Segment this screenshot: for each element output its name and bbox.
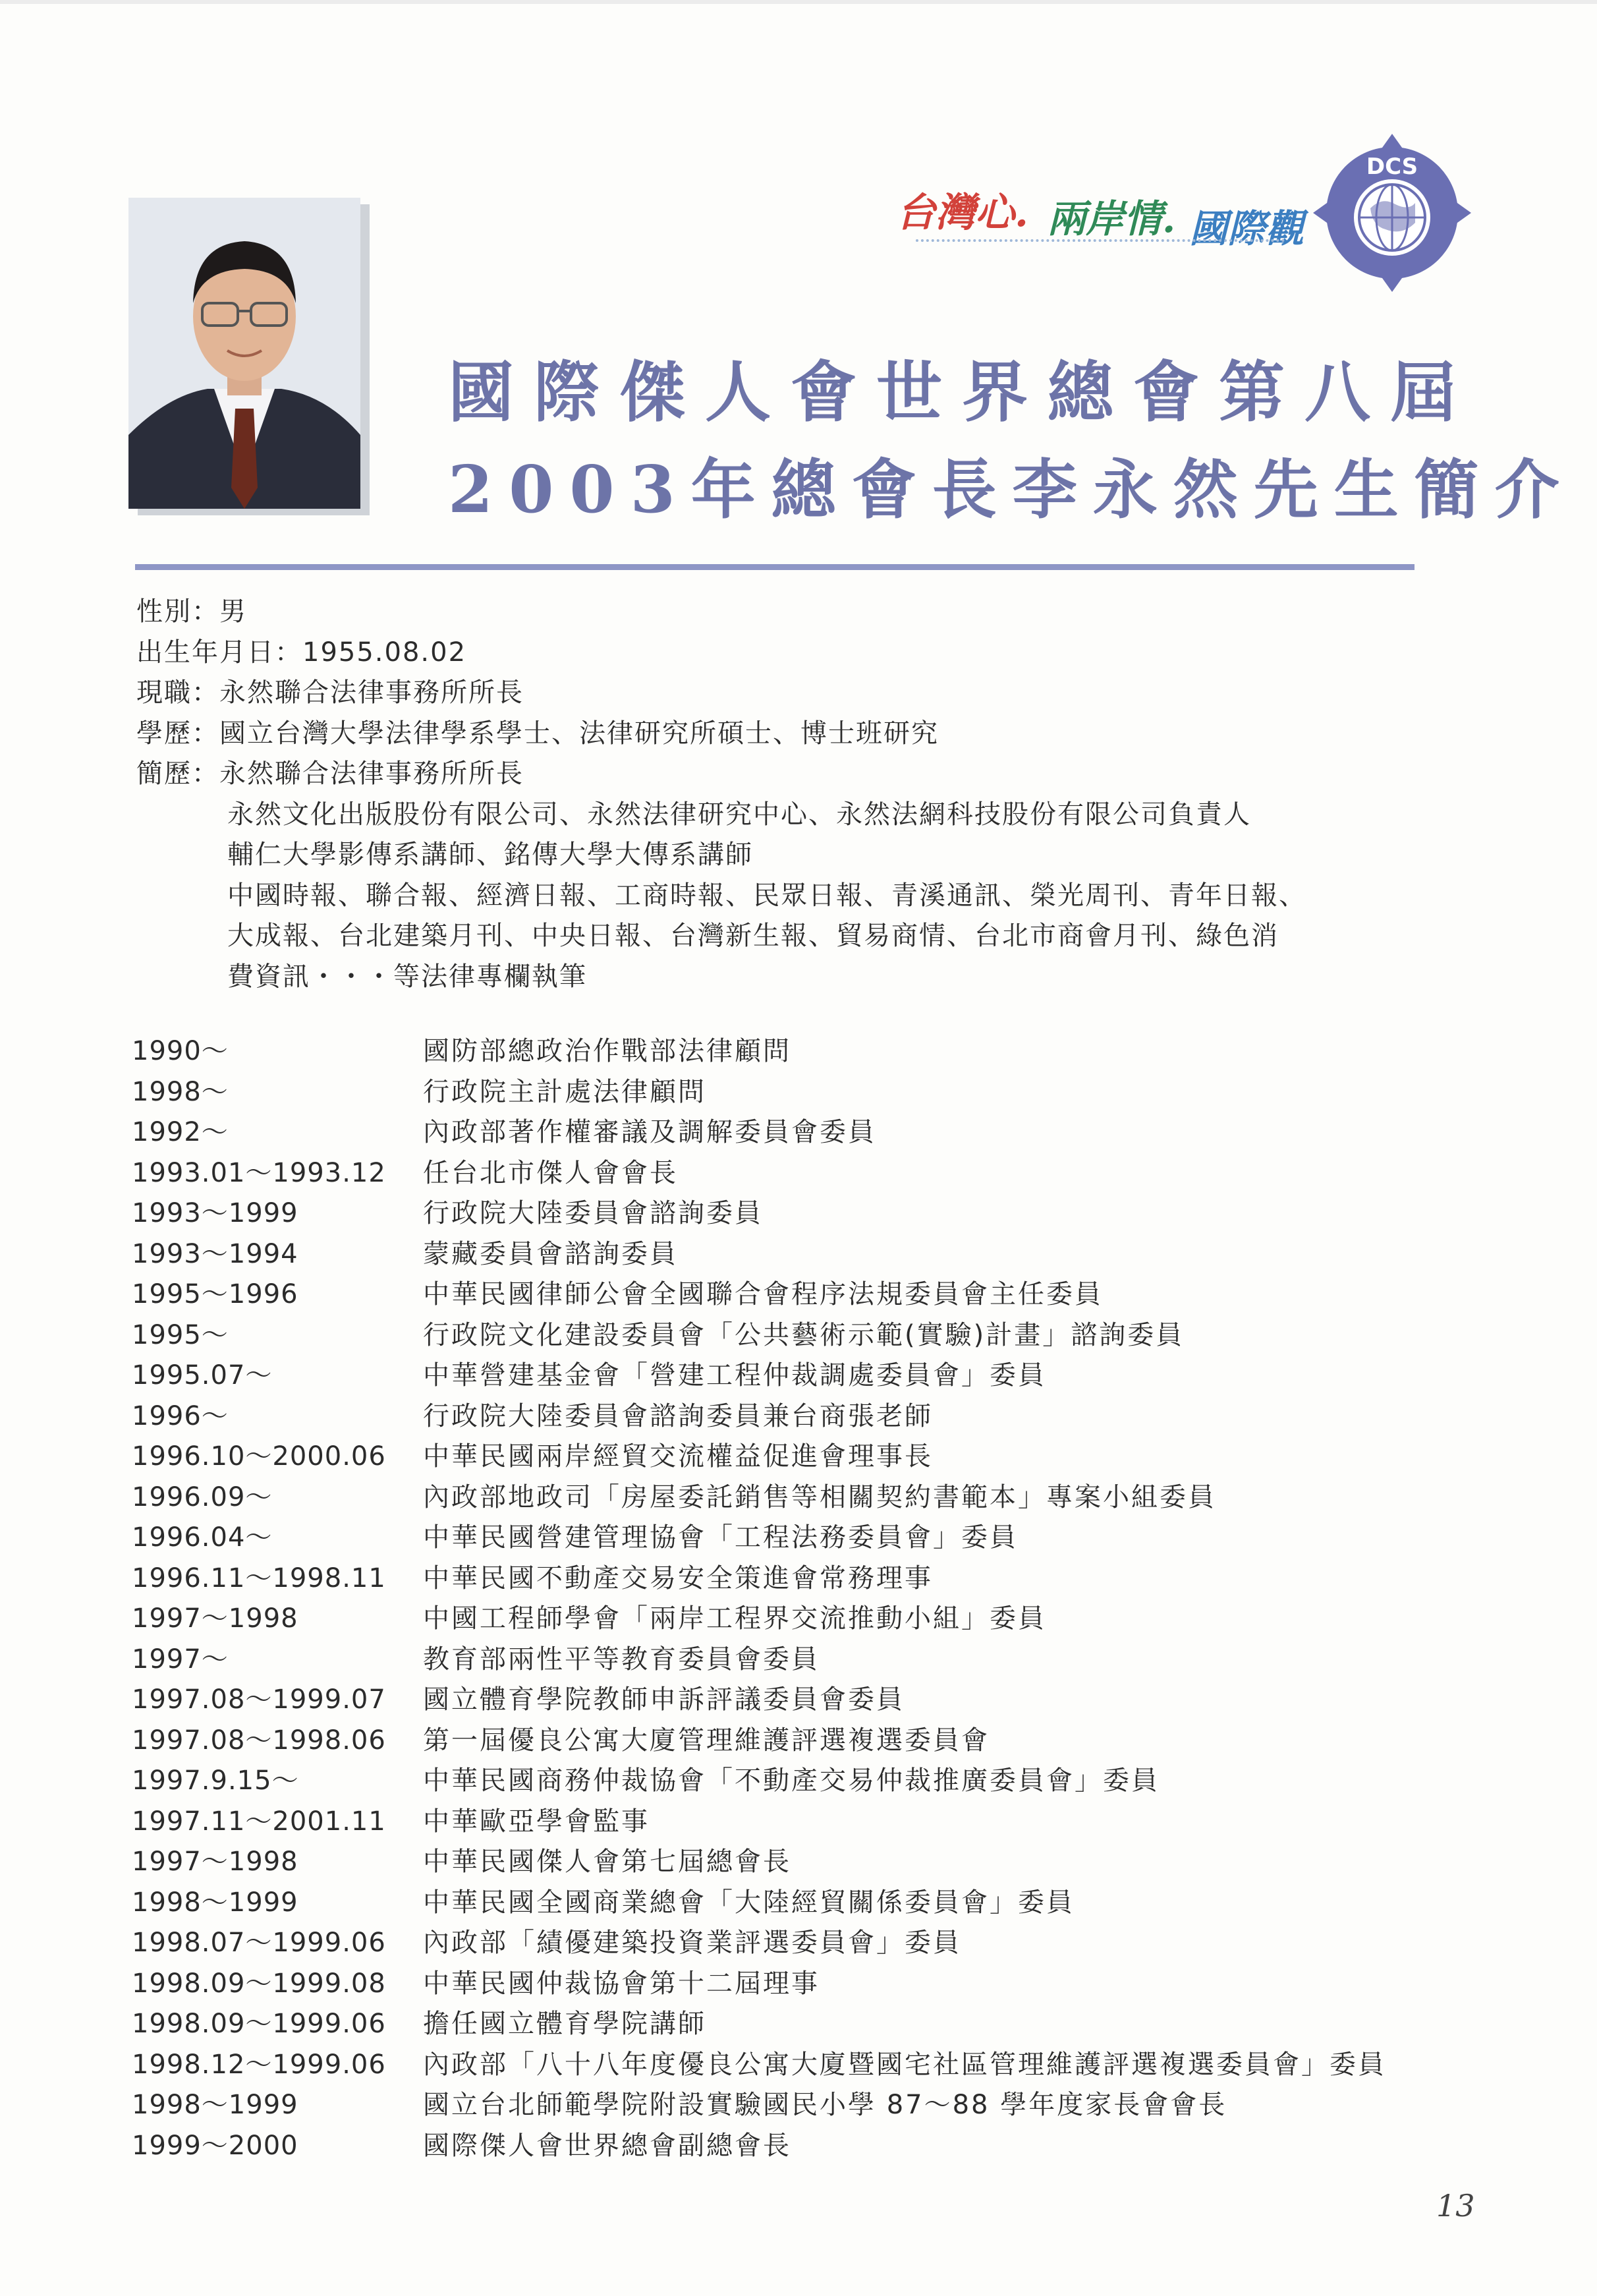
timeline-description: 內政部「八十八年度優良公寓大廈暨國宅社區管理維護評選複選委員會」委員 xyxy=(423,2049,1386,2080)
top-border xyxy=(0,0,1597,4)
timeline-description: 內政部地政司「房屋委託銷售等相關契約書範本」專案小組委員 xyxy=(423,1481,1216,1512)
timeline-row xyxy=(132,1234,1463,1275)
experience-detail: 中國時報、聯合報、經濟日報、工商時報、民眾日報、青溪通訊、榮光周刊、青年日報、 xyxy=(227,880,1306,911)
experience-detail: 永然文化出版股份有限公司、永然法律研究中心、永然法網科技股份有限公司負責人 xyxy=(227,799,1251,830)
timeline-row xyxy=(132,1478,1463,1518)
timeline-date: 1995～ xyxy=(132,1319,229,1350)
timeline-date: 1998～1999 xyxy=(132,1887,298,1918)
timeline-row xyxy=(132,1680,1463,1721)
timeline-description: 行政院大陸委員會諮詢委員兼台商張老師 xyxy=(423,1400,933,1431)
timeline-date: 1997～1998 xyxy=(132,1847,298,1877)
timeline-date: 1995.07～ xyxy=(132,1360,273,1391)
timeline-description: 中華民國兩岸經貿交流權益促進會理事長 xyxy=(423,1441,933,1472)
timeline-date: 1992～ xyxy=(132,1117,229,1147)
timeline-date: 1999～2000 xyxy=(132,2130,298,2161)
timeline-row xyxy=(132,1356,1463,1396)
timeline-date: 1996.04～ xyxy=(132,1522,273,1553)
timeline-row xyxy=(132,1396,1463,1437)
timeline-date: 1990～ xyxy=(132,1036,229,1066)
timeline-description: 內政部「績優建築投資業評選委員會」委員 xyxy=(423,1928,961,1958)
profile-section xyxy=(136,592,1441,997)
timeline-date: 1997.08～1999.07 xyxy=(132,1684,386,1715)
timeline-row xyxy=(132,1275,1463,1315)
dcs-logo xyxy=(1310,130,1474,295)
timeline-description: 任台北市傑人會會長 xyxy=(423,1157,678,1188)
timeline-date: 1997～1998 xyxy=(132,1603,298,1634)
timeline-row xyxy=(132,1640,1463,1680)
experience-detail: 大成報、台北建築月刊、中央日報、台灣新生報、貿易商情、台北市商會月刊、綠色消 xyxy=(227,921,1279,951)
title-divider xyxy=(135,564,1415,570)
timeline-date: 1993～1999 xyxy=(132,1198,298,1228)
page-title-line-1: 國際傑人會世界總會第八屆 xyxy=(448,353,1476,431)
timeline-row xyxy=(132,2004,1463,2045)
timeline-row xyxy=(132,1153,1463,1194)
timeline-description: 中國工程師學會「兩岸工程界交流推動小組」委員 xyxy=(423,1603,1046,1634)
timeline-description: 行政院大陸委員會諮詢委員 xyxy=(423,1198,763,1228)
timeline-description: 國防部總政治作戰部法律顧問 xyxy=(423,1036,791,1066)
slogan-part-3: 國際觀 xyxy=(1189,206,1304,251)
timeline-row xyxy=(132,1761,1463,1802)
page-number: 13 xyxy=(1436,2188,1475,2224)
timeline-row xyxy=(132,1923,1463,1964)
timeline-description: 中華民國營建管理協會「工程法務委員會」委員 xyxy=(423,1522,1018,1553)
timeline-description: 擔任國立體育學院講師 xyxy=(423,2009,706,2039)
timeline-description: 國立台北師範學院附設實驗國民小學 87～88 學年度家長會會長 xyxy=(423,2090,1227,2120)
timeline-date: 1998～1999 xyxy=(132,2090,298,2120)
timeline-description: 國立體育學院教師申訴評議委員會委員 xyxy=(423,1684,905,1715)
timeline-row xyxy=(132,1315,1463,1356)
timeline-date: 1998～ xyxy=(132,1076,229,1107)
timeline-description: 行政院文化建設委員會「公共藝術示範(實驗)計畫」諮詢委員 xyxy=(423,1319,1185,1350)
timeline-row xyxy=(132,1721,1463,1762)
timeline-description: 內政部著作權審議及調解委員會委員 xyxy=(423,1117,876,1147)
timeline-description: 蒙藏委員會諮詢委員 xyxy=(423,1238,678,1269)
timeline-description: 中華民國不動產交易安全策進會常務理事 xyxy=(423,1563,933,1593)
gender-line: 性別：男 xyxy=(136,596,247,627)
timeline-description: 中華民國全國商業總會「大陸經貿關係委員會」委員 xyxy=(423,1887,1075,1918)
timeline-date: 1998.09～1999.08 xyxy=(132,1968,386,1999)
timeline-row xyxy=(132,1842,1463,1883)
position-line: 現職：永然聯合法律事務所所長 xyxy=(136,677,524,708)
timeline-row xyxy=(132,1964,1463,2005)
experience-detail: 輔仁大學影傳系講師、銘傳大學大傳系講師 xyxy=(227,840,753,870)
timeline-row xyxy=(132,1112,1463,1153)
timeline-date: 1995～1996 xyxy=(132,1279,298,1309)
timeline-description: 中華民國商務仲裁協會「不動產交易仲裁推廣委員會」委員 xyxy=(423,1765,1160,1796)
timeline-date: 1996.09～ xyxy=(132,1481,273,1512)
timeline-date: 1996～ xyxy=(132,1400,229,1431)
timeline-description: 國際傑人會世界總會副總會長 xyxy=(423,2130,791,2161)
timeline-date: 1997.9.15～ xyxy=(132,1765,299,1796)
timeline-description: 中華營建基金會「營建工程仲裁調處委員會」委員 xyxy=(423,1360,1046,1391)
timeline-description: 中華歐亞學會監事 xyxy=(423,1806,650,1837)
timeline-row xyxy=(132,1518,1463,1559)
slogan-underline xyxy=(916,239,1285,242)
portrait-photo xyxy=(128,198,360,509)
slogan-part-1: 台灣心. xyxy=(896,190,1028,236)
timeline-row xyxy=(132,1072,1463,1113)
experience-line: 簡歷：永然聯合法律事務所所長 xyxy=(136,759,524,789)
timeline-date: 1993.01～1993.12 xyxy=(132,1157,386,1188)
timeline-date: 1998.09～1999.06 xyxy=(132,2009,386,2039)
timeline-date: 1997.11～2001.11 xyxy=(132,1806,386,1837)
slogan xyxy=(889,161,1311,251)
timeline-description: 第一屆優良公寓大廈管理維護評選複選委員會 xyxy=(423,1725,990,1756)
education-line: 學歷：國立台灣大學法律學系學士、法律研究所碩士、博士班研究 xyxy=(136,718,939,749)
timeline-row xyxy=(132,2045,1463,2086)
timeline-date: 1998.07～1999.06 xyxy=(132,1928,386,1958)
timeline-date: 1996.10～2000.06 xyxy=(132,1441,386,1472)
timeline-date: 1997～ xyxy=(132,1644,229,1675)
timeline-description: 行政院主計處法律顧問 xyxy=(423,1076,706,1107)
timeline-row xyxy=(132,1883,1463,1924)
career-timeline xyxy=(132,1031,1463,2166)
timeline-description: 教育部兩性平等教育委員會委員 xyxy=(423,1644,820,1675)
timeline-row xyxy=(132,2085,1463,2126)
timeline-row xyxy=(132,1193,1463,1234)
timeline-date: 1993～1994 xyxy=(132,1238,298,1269)
timeline-row xyxy=(132,1599,1463,1640)
timeline-date: 1996.11～1998.11 xyxy=(132,1563,386,1593)
timeline-description: 中華民國律師公會全國聯合會程序法規委員會主任委員 xyxy=(423,1279,1103,1309)
page-title-line-2: 2003年總會長李永然先生簡介 xyxy=(448,452,1575,528)
timeline-row xyxy=(132,1031,1463,1072)
timeline-description: 中華民國仲裁協會第十二屆理事 xyxy=(423,1968,820,1999)
birthdate-line: 出生年月日：1955.08.02 xyxy=(136,637,467,668)
logo-text: DCS xyxy=(1366,154,1418,180)
timeline-row xyxy=(132,2126,1463,2167)
timeline-date: 1998.12～1999.06 xyxy=(132,2049,386,2080)
experience-detail: 費資訊・・・等法律專欄執筆 xyxy=(227,961,587,992)
timeline-row xyxy=(132,1802,1463,1843)
timeline-date: 1997.08～1998.06 xyxy=(132,1725,386,1756)
timeline-row xyxy=(132,1559,1463,1599)
slogan-part-2: 兩岸情. xyxy=(1048,196,1176,241)
timeline-row xyxy=(132,1437,1463,1478)
timeline-description: 中華民國傑人會第七屆總會長 xyxy=(423,1847,791,1877)
